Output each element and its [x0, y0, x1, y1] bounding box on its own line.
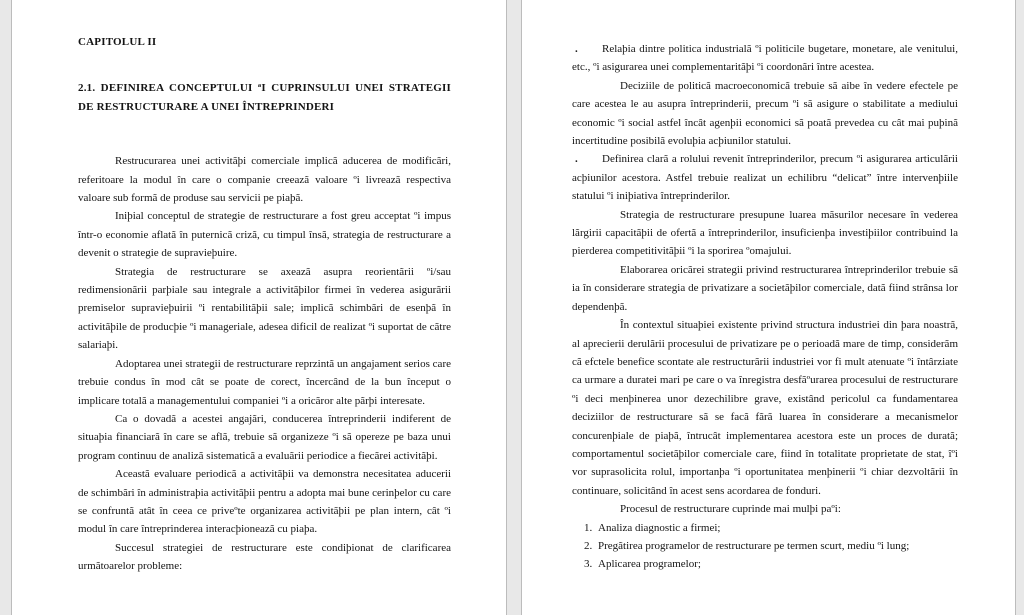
left-page-body — [78, 152, 451, 575]
bullet-item: . Definirea clarã a rolului revenit întreprinderilor, precum ºi asigurarea articulãrii acþiunilor acestora. Astfel trebuie realizat un echilibru “delicat” între intervenþiile statului ºi iniþiativa întreprinderilor. — [572, 150, 958, 205]
paragraph: Strategia de restructurare se axeazã asupra reorientãrii ºi/sau redimensionãrii parþiale sau integrale a activitãþilor firmei în vederea asigurãrii premiselor supravieþuirii ºi rentabilitãþii sale; implicã schimbãri de esenþã în activitãþile de producþie ºi manageriale, adesea dificil de realizat ºi suportat de cãtre salariaþi. — [78, 265, 451, 352]
paragraph: Succesul strategiei de restructurare este condiþionat de clarificarea urmãtoarelor probleme: — [78, 541, 451, 573]
paragraph: Iniþial conceptul de strategie de restructurare a fost greu acceptat ºi impus într-o economie aflatã în puternicã crizã, cu timpul însã, strategia de restructurare a devenit o strategie de supravieþuire. — [78, 210, 451, 260]
section-heading: 2.1. DEFINIREA CONCEPTULUI ªI CUPRINSULUI UNEI STRATEGII DE RESTRUCTURARE A UNEI ÎNTREPRINDERI — [78, 82, 451, 113]
viewer-background-left — [0, 0, 11, 615]
paragraph: Elaborarea oricãrei strategii privind restructurarea întreprinderilor trebuie sã ia în considerare strategia de privatizare a societãþilor comerciale, datã fiind strânsa lor dependenþã. — [572, 263, 958, 313]
chapter-title: CAPITOLUL II — [78, 36, 157, 48]
left-page — [11, 0, 507, 615]
list-number: 1. — [584, 521, 593, 534]
right-page — [521, 0, 1016, 615]
page-gutter — [507, 0, 521, 615]
list-number: 3. — [584, 558, 593, 571]
bullet-icon: . — [575, 153, 578, 166]
paragraph: Procesul de restructurare cuprinde mai mulþi paºi: — [620, 503, 841, 516]
paragraph: Aceastã evaluare periodicã a activitãþii va demonstra necesitatea aducerii de schimbãri în administraþia activitãþii pentru a adopta mai bune cerinþelor cu care se confruntã atât în ceea ce priveºte organizarea activitãþii pe plan intern, cât ºi modul în care întreprinderea interacþioneazã cu piaþa. — [78, 468, 451, 536]
paragraph: Deciziile de politicã macroeconomicã trebuie sã aibe în vedere efectele pe care acestea le au asupra întreprinderii, precum ºi sã asigure o stabilitate a mediului economic ºi social astfel încât agenþii economici sã poatã prevedea cu cât mai puþinã incertitudine posibilã evoluþia acþiunilor statului. — [572, 79, 958, 148]
bullet-item: . Relaþia dintre politica industrialã ºi politicile bugetare, monetare, ale venitului, etc., ºi asigurarea unei complementaritãþi ºi coordonãri între acestea. — [572, 40, 958, 77]
paragraph: Restrucurarea unei activitãþi comerciale implicã aducerea de modificãri, referitoare la modul în care o companie creeazã valoare ºi livreazã respectiva valoare sub formã de produse sau servicii pe piaþã. — [78, 155, 451, 205]
bullet-icon: . — [575, 43, 578, 55]
paragraph: Adoptarea unei strategii de restructurare reprzintã un angajament serios care trebuie condus în mod cât se poate de corect, încercând de la bun început o implicare totalã a managementului companiei ºi a oricãror alte pãrþi interesate. — [78, 357, 451, 407]
paragraph: Ca o dovadã a acestei angajãri, conducerea întreprinderii indiferent de situaþia financiarã în care se aflã, trebuie sã organizeze ºi sã opereze pe baza unui program continuu de analizã sistematicã a evaluãrii periodice a fiecãrei activitãþi. — [78, 412, 451, 462]
viewer-background-right — [1016, 0, 1024, 615]
right-page-body — [572, 40, 958, 574]
paragraph: Strategia de restructurare presupune luarea mãsurilor necesare în vederea lãrgirii capacitãþii de ofertã a întreprinderilor, insuficienþa investiþiilor contribuind la pierderea competitivitãþii ºi la sporirea ºomajului. — [572, 208, 958, 258]
numbered-item: 1. Analiza diagnostic a firmei; — [572, 519, 958, 537]
paragraph: În contextul situaþiei existente privind structura industriei din þara noastrã, al aprecierii derulãrii procesului de privatizare pe o perioadã mare de timp, considerãm cã efctele benefice scontate ale restructurãrii industriei vor fi mult atenuate ºi întârziate ca urmare a duratei mari pe care o va înregistra desfãºurarea procesului de restructurare ºi deci menþinerea unor dezechilibre grave, existând pericolul ca fundamentarea deciziilor de restructurare sã se facã fãrã luarea în considerare a mecanismelor concurenþiale de piaþã, întrucât implementarea acestora este un proces de duratã; comportamentul societãþilor comerciale care, fiind în totalitate proprietate de stat, îºi vor suprasolicita rolul, importanþa ºi oportunitatea menþinerii ºi chiar dezvoltãrii în continuare, solicitând în acest sens acordarea de fonduri. — [572, 319, 958, 497]
numbered-item: 3. Aplicarea programelor; — [572, 555, 958, 573]
list-number: 2. — [584, 539, 593, 552]
numbered-item: 2. Pregãtirea programelor de restructurare pe termen scurt, mediu ºi lung; — [572, 537, 958, 555]
